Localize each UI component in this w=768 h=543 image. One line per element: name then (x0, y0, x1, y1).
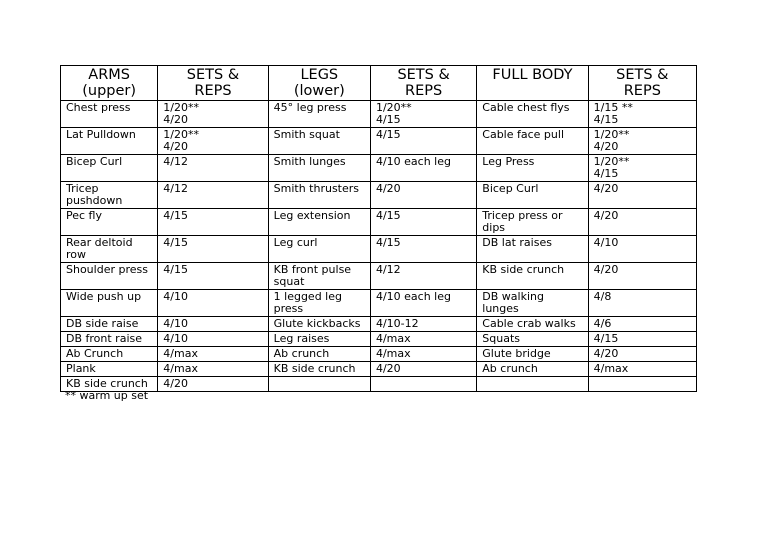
exercise-cell: Tricep press or dips (477, 209, 588, 236)
exercise-cell: Glute bridge (477, 347, 588, 362)
table-row (61, 317, 697, 332)
exercise-cell: Leg extension (268, 209, 370, 236)
exercise-cell: Squats (477, 332, 588, 347)
exercise-cell: Cable face pull (477, 128, 588, 155)
table-row (61, 290, 697, 317)
exercise-cell (268, 377, 370, 392)
exercise-cell: Tricep pushdown (61, 182, 158, 209)
sets-reps-cell: 1/20** 4/20 (158, 101, 268, 128)
exercise-cell: Smith lunges (268, 155, 370, 182)
sets-reps-cell: 1/20** 4/15 (588, 155, 696, 182)
sets-reps-cell: 1/20** 4/20 (158, 128, 268, 155)
exercise-cell: Bicep Curl (61, 155, 158, 182)
sets-reps-cell: 4/20 (158, 377, 268, 392)
exercise-cell: KB side crunch (477, 263, 588, 290)
sets-reps-cell: 1/15 ** 4/15 (588, 101, 696, 128)
exercise-cell: Cable crab walks (477, 317, 588, 332)
footnote: ** warm up set (65, 389, 149, 402)
column-header: SETS & REPS (158, 66, 268, 101)
sets-reps-cell: 4/20 (588, 263, 696, 290)
sets-reps-cell: 4/12 (370, 263, 476, 290)
sets-reps-cell: 4/20 (588, 347, 696, 362)
exercise-cell: 1 legged leg press (268, 290, 370, 317)
sets-reps-cell: 4/15 (370, 236, 476, 263)
sets-reps-cell: 4/8 (588, 290, 696, 317)
exercise-cell: Ab Crunch (61, 347, 158, 362)
exercise-cell: Bicep Curl (477, 182, 588, 209)
sets-reps-cell: 4/15 (158, 263, 268, 290)
column-header: LEGS (lower) (268, 66, 370, 101)
sets-reps-cell: 4/max (158, 362, 268, 377)
sets-reps-cell: 4/20 (370, 362, 476, 377)
exercise-cell: Lat Pulldown (61, 128, 158, 155)
exercise-cell: Ab crunch (268, 347, 370, 362)
sets-reps-cell: 4/10 (158, 290, 268, 317)
sets-reps-cell: 4/10 each leg (370, 290, 476, 317)
table-row (61, 128, 697, 155)
table-row (61, 101, 697, 128)
sets-reps-cell: 4/max (370, 347, 476, 362)
exercise-cell: DB lat raises (477, 236, 588, 263)
column-header: ARMS (upper) (61, 66, 158, 101)
exercise-cell: Rear deltoid row (61, 236, 158, 263)
sets-reps-cell: 4/12 (158, 155, 268, 182)
exercise-cell: Wide push up (61, 290, 158, 317)
sets-reps-cell: 4/15 (370, 128, 476, 155)
table-row (61, 236, 697, 263)
exercise-cell: KB front pulse squat (268, 263, 370, 290)
exercise-cell: DB walking lunges (477, 290, 588, 317)
exercise-cell: DB front raise (61, 332, 158, 347)
exercise-cell: Leg raises (268, 332, 370, 347)
sets-reps-cell: 4/max (588, 362, 696, 377)
exercise-cell: Leg curl (268, 236, 370, 263)
column-header: FULL BODY (477, 66, 588, 101)
table-row (61, 332, 697, 347)
sets-reps-cell: 4/10-12 (370, 317, 476, 332)
table-row (61, 263, 697, 290)
sets-reps-cell: 4/15 (588, 332, 696, 347)
table-row (61, 347, 697, 362)
sets-reps-cell: 1/20** 4/15 (370, 101, 476, 128)
sets-reps-cell: 4/15 (158, 236, 268, 263)
exercise-cell: Chest press (61, 101, 158, 128)
workout-table (60, 65, 697, 392)
sets-reps-cell: 4/20 (370, 182, 476, 209)
sets-reps-cell: 1/20** 4/20 (588, 128, 696, 155)
sets-reps-cell (370, 377, 476, 392)
sets-reps-cell: 4/6 (588, 317, 696, 332)
header-row (61, 66, 697, 101)
exercise-cell: Ab crunch (477, 362, 588, 377)
sets-reps-cell: 4/10 (158, 317, 268, 332)
table-header (61, 66, 697, 101)
exercise-cell: Smith thrusters (268, 182, 370, 209)
table-row (61, 209, 697, 236)
exercise-cell: KB side crunch (268, 362, 370, 377)
sets-reps-cell: 4/10 (588, 236, 696, 263)
sets-reps-cell: 4/15 (158, 209, 268, 236)
sets-reps-cell: 4/10 each leg (370, 155, 476, 182)
table-row (61, 182, 697, 209)
sets-reps-cell: 4/max (158, 347, 268, 362)
exercise-cell: Leg Press (477, 155, 588, 182)
exercise-cell: Smith squat (268, 128, 370, 155)
sets-reps-cell: 4/12 (158, 182, 268, 209)
sets-reps-cell: 4/20 (588, 182, 696, 209)
exercise-cell: Glute kickbacks (268, 317, 370, 332)
sets-reps-cell: 4/max (370, 332, 476, 347)
table-row (61, 377, 697, 392)
exercise-cell: 45° leg press (268, 101, 370, 128)
sets-reps-cell (588, 377, 696, 392)
exercise-cell: DB side raise (61, 317, 158, 332)
sets-reps-cell: 4/15 (370, 209, 476, 236)
table-row (61, 362, 697, 377)
exercise-cell: KB side crunch (61, 377, 158, 392)
exercise-cell: Plank (61, 362, 158, 377)
column-header: SETS & REPS (370, 66, 476, 101)
exercise-cell: Shoulder press (61, 263, 158, 290)
sets-reps-cell: 4/20 (588, 209, 696, 236)
column-header: SETS & REPS (588, 66, 696, 101)
table-row (61, 155, 697, 182)
exercise-cell: Pec fly (61, 209, 158, 236)
sets-reps-cell: 4/10 (158, 332, 268, 347)
exercise-cell (477, 377, 588, 392)
exercise-cell: Cable chest flys (477, 101, 588, 128)
table-body (61, 101, 697, 392)
